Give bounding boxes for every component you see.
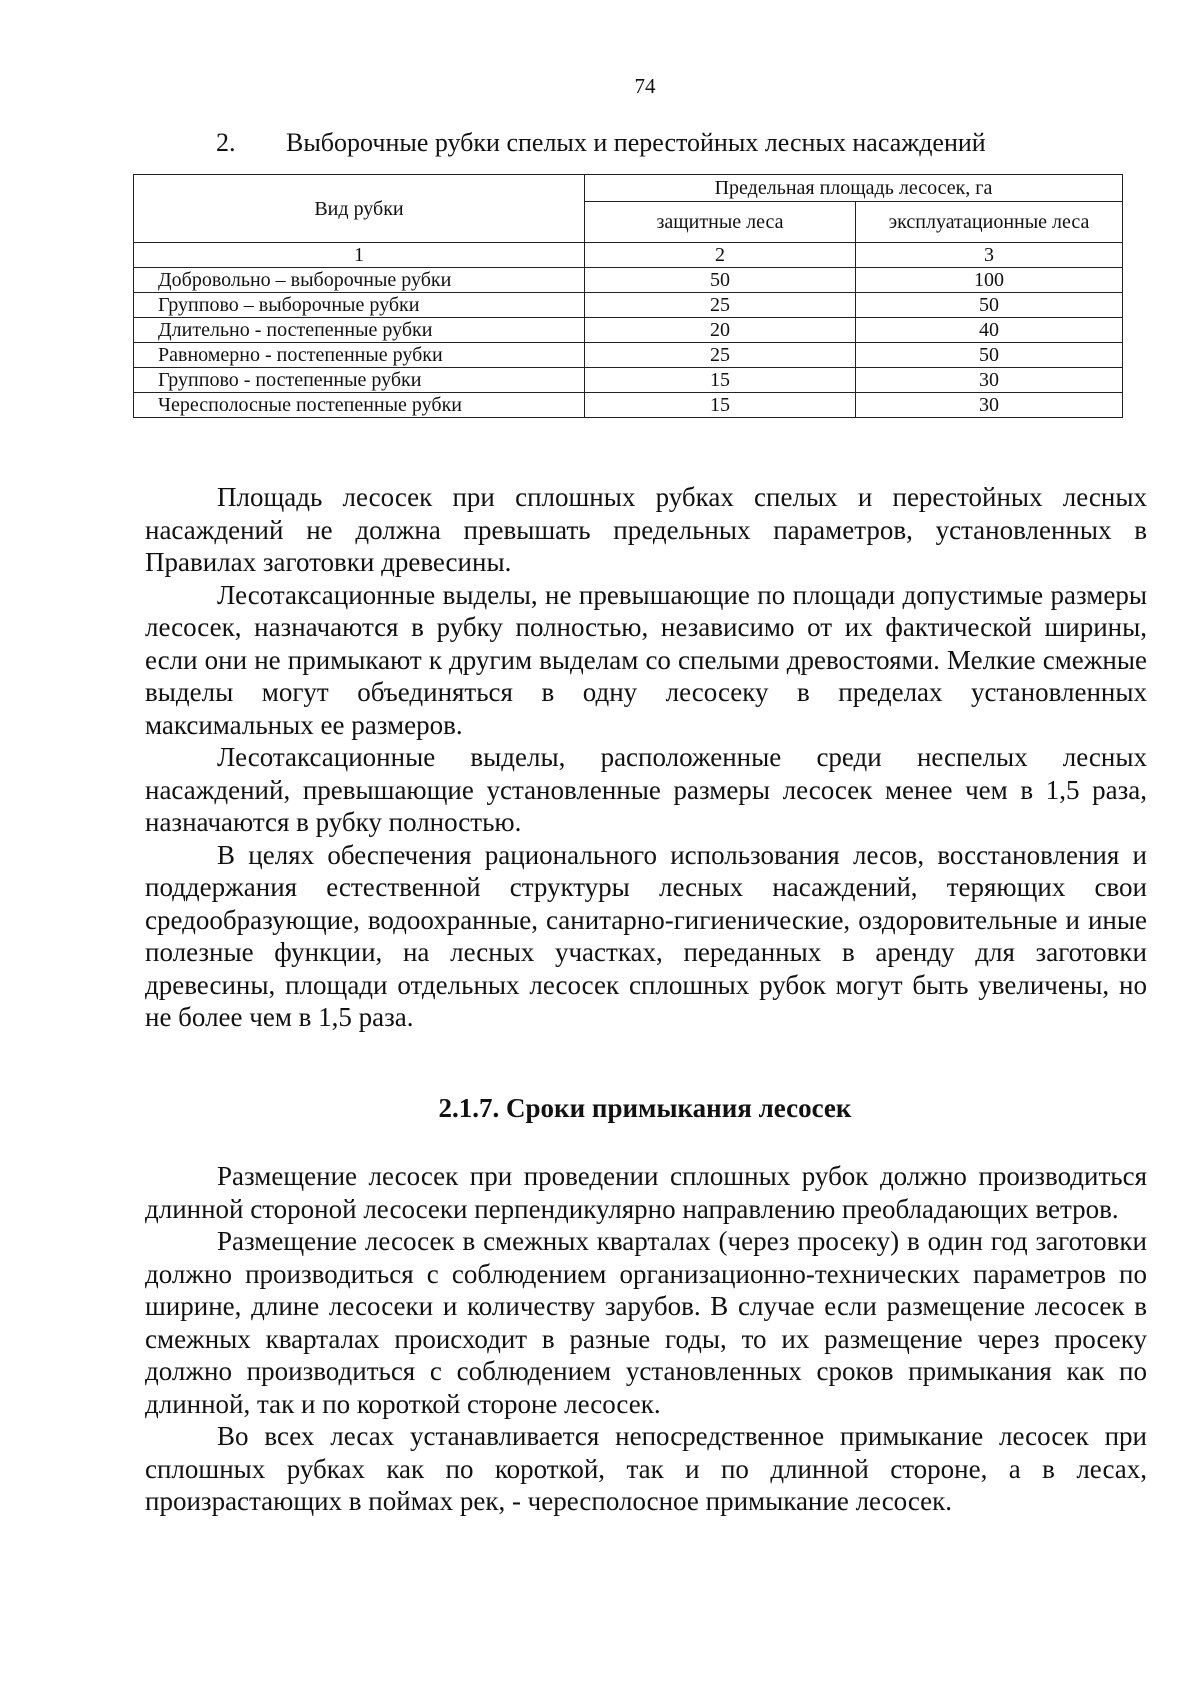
exploitation-value-cell: 100 — [856, 268, 1123, 293]
table-row — [134, 368, 1123, 393]
table-row — [134, 318, 1123, 343]
paragraph: Размещение лесосек при проведении сплошных рубок должно производиться длинной стороной лесосеки перпендикулярно направлению преобладающих ветров. — [145, 1161, 1147, 1224]
index-cell: 1 — [134, 243, 585, 268]
page-number: 74 — [634, 74, 656, 98]
header-protective-forests: защитные леса — [585, 202, 856, 243]
index-cell: 2 — [585, 243, 856, 268]
exploitation-value-cell: 50 — [856, 293, 1123, 318]
protective-value-cell: 20 — [585, 318, 856, 343]
table-row — [134, 268, 1123, 293]
cut-type-cell: Группово - постепенные рубки — [134, 368, 585, 393]
exploitation-value-cell: 50 — [856, 343, 1123, 368]
cut-type-cell: Длительно - постепенные рубки — [134, 318, 585, 343]
exploitation-value-cell: 30 — [856, 368, 1123, 393]
cut-type-cell: Группово – выборочные рубки — [134, 293, 585, 318]
table-row — [134, 393, 1123, 418]
paragraph: Размещение лесосек в смежных кварталах (через просеку) в один год заготовки должно производиться с соблюдением организационно-технических параметров по ширине, длине лесосеки и количеству зарубов. В случае если размещение лесосек в смежных кварталах происходит в разные годы, то их размещение через просеку должно производиться с соблюдением установленных сроков примыкания как по длинной, так и по короткой стороне лесосек. — [145, 1226, 1147, 1419]
table-heading — [216, 128, 986, 158]
paragraph: Лесотаксационные выделы, расположенные среди неспелых лесных насаждений, превышающие установленные размеры лесосек менее чем в 1,5 раза, назначаются в рубку полностью. — [145, 742, 1147, 837]
protective-value-cell: 50 — [585, 268, 856, 293]
header-cut-type: Вид рубки — [134, 175, 585, 243]
body-text-block-2 — [145, 1160, 1147, 1518]
protective-value-cell: 15 — [585, 393, 856, 418]
protective-value-cell: 25 — [585, 293, 856, 318]
index-cell: 3 — [856, 243, 1123, 268]
protective-value-cell: 15 — [585, 368, 856, 393]
header-exploitation-forests: эксплуатационные леса — [856, 202, 1123, 243]
paragraph: Площадь лесосек при сплошных рубках спелых и перестойных лесных насаждений не должна превышать предельных параметров, установленных в Правилах заготовки древесины. — [145, 482, 1147, 577]
cutting-area-table — [133, 174, 1123, 418]
protective-value-cell: 25 — [585, 343, 856, 368]
paragraph: Во всех лесах устанавливается непосредственное примыкание лесосек при сплошных рубках как по короткой, так и по длинной стороне, а в лесах, произрастающих в поймах рек, - чересполосное примыкание лесосек. — [145, 1421, 1147, 1516]
table-header-row — [134, 175, 1123, 202]
header-area-limit: Предельная площадь лесосек, га — [585, 175, 1123, 202]
table-index-row — [134, 243, 1123, 268]
cut-type-cell: Добровольно – выборочные рубки — [134, 268, 585, 293]
exploitation-value-cell: 40 — [856, 318, 1123, 343]
table-row — [134, 343, 1123, 368]
cut-type-cell: Чересполосные постепенные рубки — [134, 393, 585, 418]
table-row — [134, 293, 1123, 318]
table-heading-title: Выборочные рубки спелых и перестойных лесных насаждений — [286, 128, 986, 157]
exploitation-value-cell: 30 — [856, 393, 1123, 418]
paragraph: Лесотаксационные выделы, не превышающие по площади допустимые размеры лесосек, назначаются в рубку полностью, независимо от их фактической ширины, если они не примыкают к другим выделам со спелыми древостоями. Мелкие смежные выделы могут объединяться в одну лесосеку в пределах установленных максимальных ее размеров. — [145, 579, 1147, 740]
table-heading-number: 2. — [216, 128, 236, 157]
cut-type-cell: Равномерно - постепенные рубки — [134, 343, 585, 368]
body-text-block-1 — [145, 481, 1147, 1034]
paragraph: В целях обеспечения рационального использования лесов, восстановления и поддержания естественной структуры лесных насаждений, теряющих свои средообразующие, водоохранные, санитарно-гигиенические, оздоровительные и иные полезные функции, на лесных участках, переданных в аренду для заготовки древесины, площади отдельных лесосек сплошных рубок могут быть увеличены, но не более чем в 1,5 раза. — [145, 839, 1147, 1032]
section-title: 2.1.7. Сроки примыкания лесосек — [438, 1093, 852, 1123]
